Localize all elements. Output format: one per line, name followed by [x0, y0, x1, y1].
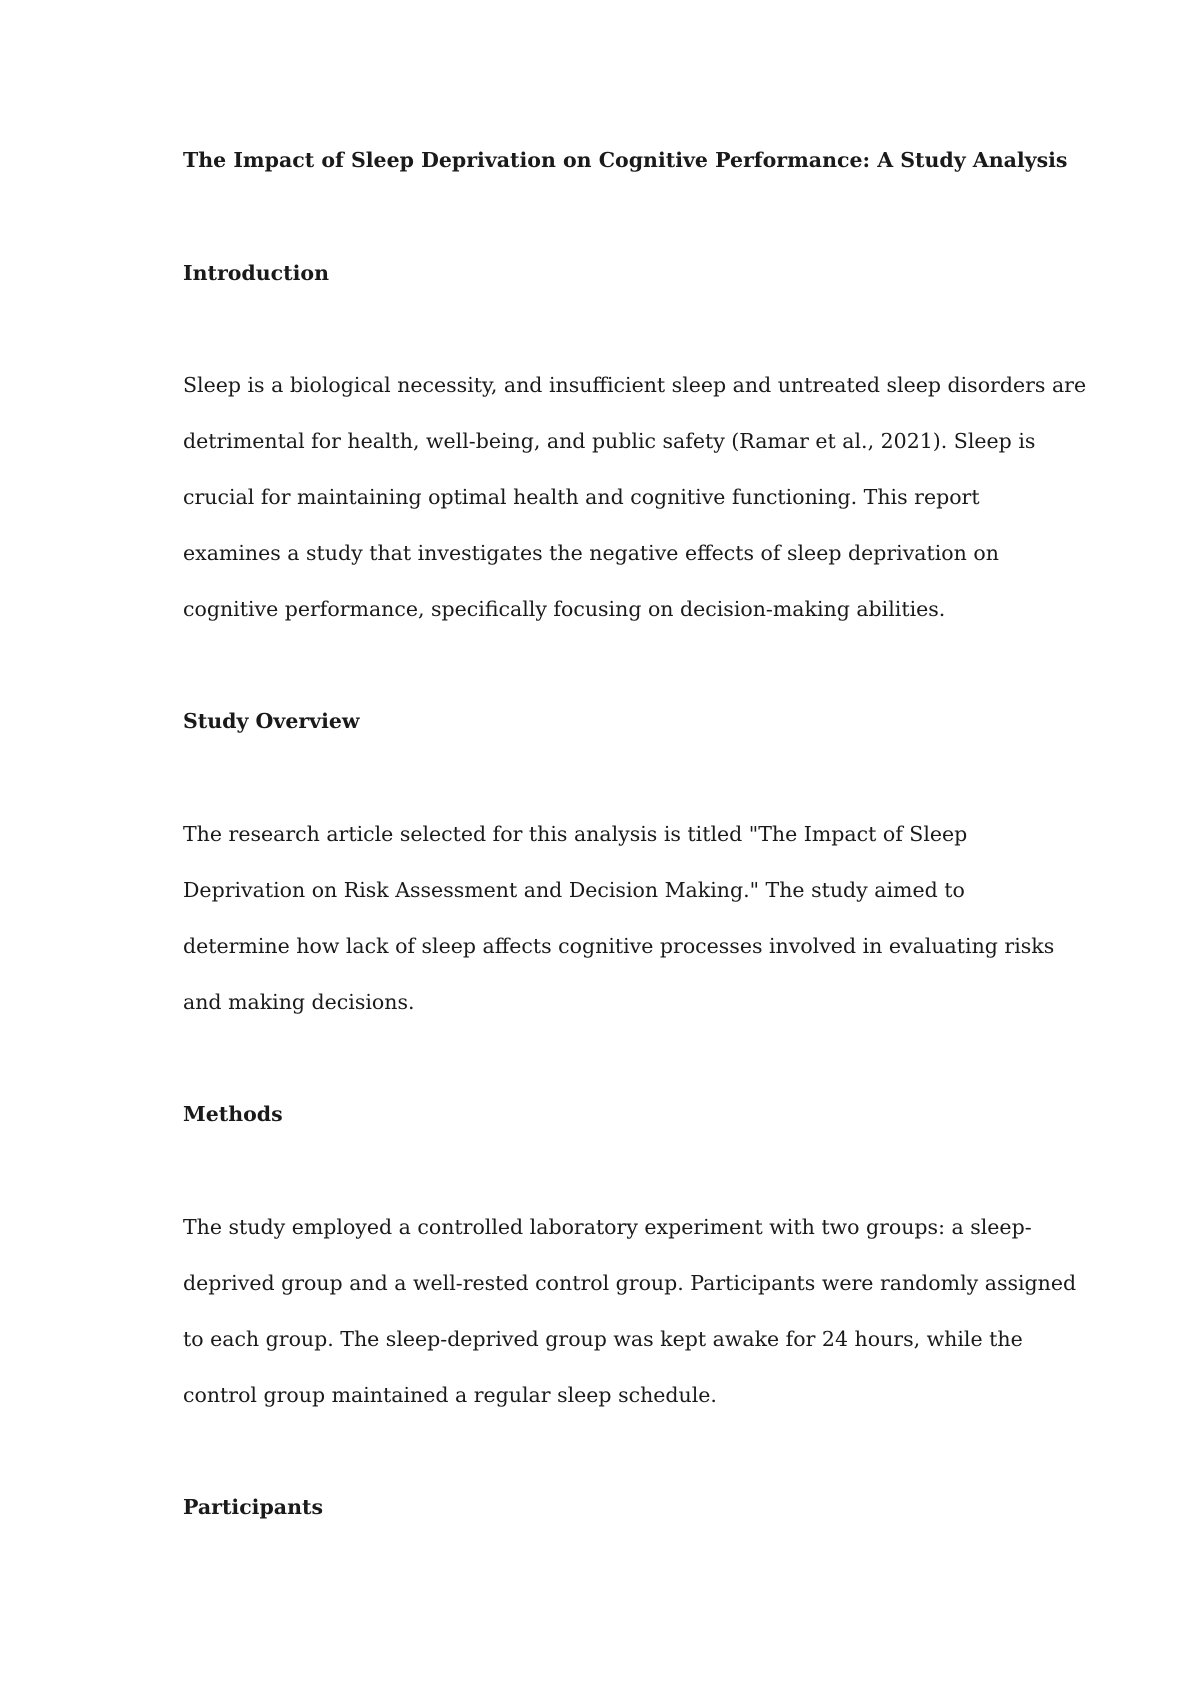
section-heading-introduction: Introduction [183, 261, 329, 285]
paragraph-line: to each group. The sleep-deprived group was kept awake for 24 hours, while the [183, 1327, 1023, 1351]
study-overview-paragraph [183, 806, 1055, 1030]
methods-paragraph [183, 1199, 1077, 1423]
paragraph-line: cognitive performance, specifically focusing on decision-making abilities. [183, 597, 946, 621]
section-heading-participants: Participants [183, 1495, 324, 1519]
section-heading-methods: Methods [183, 1102, 283, 1126]
paragraph-line: The study employed a controlled laboratory experiment with two groups: a sleep- [183, 1215, 1032, 1239]
introduction-paragraph [183, 357, 1087, 637]
paragraph-line: control group maintained a regular sleep schedule. [183, 1383, 717, 1407]
section-heading-study-overview: Study Overview [183, 709, 360, 733]
paragraph-line: and making decisions. [183, 990, 415, 1014]
paragraph-line: determine how lack of sleep affects cognitive processes involved in evaluating risks [183, 934, 1055, 958]
paragraph-line: examines a study that investigates the negative effects of sleep deprivation on [183, 541, 999, 565]
paragraph-line: detrimental for health, well-being, and public safety (Ramar et al., 2021). Sleep is [183, 429, 1036, 453]
paragraph-line: Deprivation on Risk Assessment and Decision Making." The study aimed to [183, 878, 965, 902]
paragraph-line: Sleep is a biological necessity, and insufficient sleep and untreated sleep disorders are [183, 373, 1087, 397]
paragraph-line: deprived group and a well-rested control group. Participants were randomly assigned [183, 1271, 1077, 1295]
document-title: The Impact of Sleep Deprivation on Cognitive Performance: A Study Analysis [183, 148, 1068, 172]
paragraph-line: crucial for maintaining optimal health and cognitive functioning. This report [183, 485, 980, 509]
paragraph-line: The research article selected for this analysis is titled "The Impact of Sleep [183, 822, 968, 846]
